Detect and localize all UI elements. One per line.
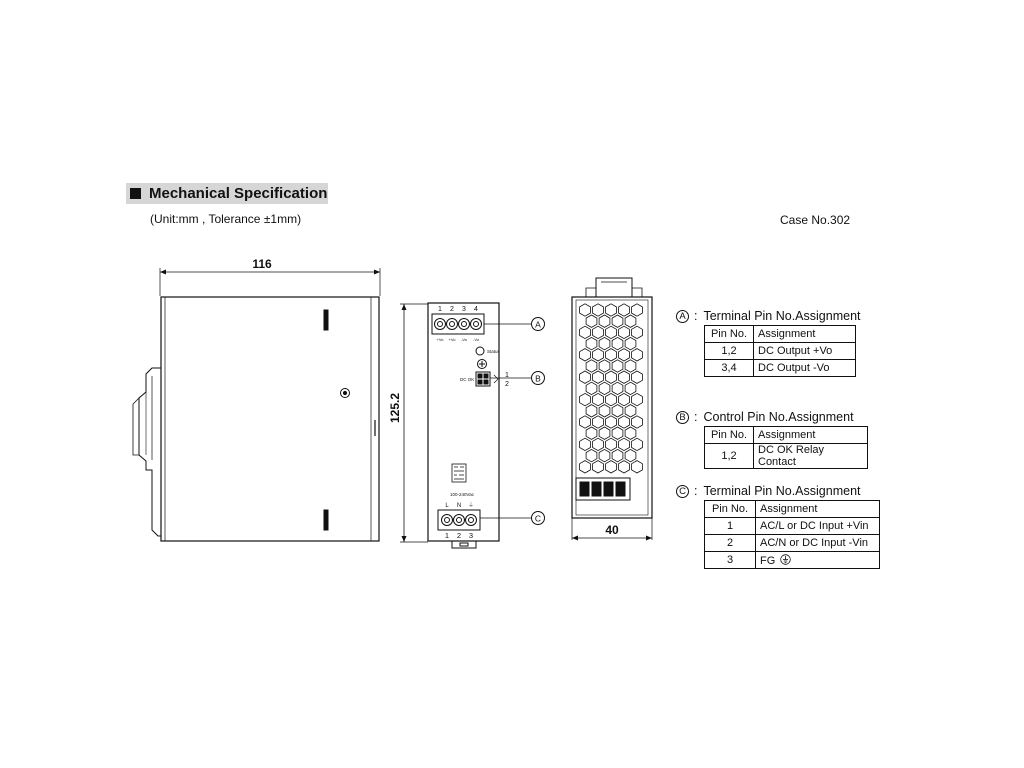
- vent-hole: [580, 371, 591, 383]
- side-view: [133, 257, 380, 541]
- vent-hole: [606, 349, 617, 361]
- depth-dimension: 40: [605, 523, 619, 537]
- table-a-title-row: A : Terminal Pin No.Assignment: [676, 309, 861, 323]
- table-row: [705, 518, 880, 535]
- top-pin-label: 3: [462, 306, 466, 313]
- vent-hole: [580, 326, 591, 338]
- pin-table-a: [704, 325, 856, 377]
- table-row: [705, 360, 856, 377]
- marker-c: C: [676, 485, 689, 498]
- pin-table-b: [704, 426, 868, 469]
- vent-hole: [619, 438, 630, 450]
- vent-hole: [612, 382, 623, 394]
- top-pin-label: 1: [438, 306, 442, 313]
- callout-b: B: [535, 373, 541, 384]
- vent-hole: [612, 315, 623, 327]
- vent-hole: [593, 393, 604, 405]
- vent-hole: [612, 405, 623, 417]
- top-pin-label: 4: [474, 306, 478, 313]
- bottom-mark-label: ⏚: [467, 503, 475, 509]
- table-c-title: Terminal Pin No.Assignment: [703, 484, 861, 498]
- vent-hole: [586, 427, 597, 439]
- vent-hole: [580, 461, 591, 473]
- top-pin-label: 2: [450, 306, 454, 313]
- table-row: [705, 343, 856, 360]
- vent-hole: [580, 393, 591, 405]
- vent-hole: [593, 326, 604, 338]
- vent-hole: [580, 416, 591, 428]
- vent-hole: [586, 382, 597, 394]
- assignment-cell: AC/N or DC Input -Vin: [756, 535, 880, 552]
- bottom-pin-label: 3: [468, 531, 474, 540]
- height-dimension: 125.2: [388, 392, 402, 424]
- vent-hole: [632, 304, 643, 316]
- vent-hole: [593, 461, 604, 473]
- front-view: [388, 303, 545, 548]
- vent-hole: [580, 349, 591, 361]
- header-pin-no: Pin No.: [705, 501, 756, 518]
- vent-hole: [586, 449, 597, 461]
- vent-hole: [580, 304, 591, 316]
- vent-hole: [599, 405, 610, 417]
- vent-hole: [625, 315, 636, 327]
- vent-hole: [586, 360, 597, 372]
- vent-hole: [625, 382, 636, 394]
- vent-hole: [632, 349, 643, 361]
- vent-hole: [593, 304, 604, 316]
- callout-a: A: [535, 319, 541, 330]
- vent-hole: [599, 360, 610, 372]
- assignment-cell: DC Output -Vo: [754, 360, 856, 377]
- vent-hole: [632, 416, 643, 428]
- polarity-label: +Vo: [448, 337, 456, 342]
- callout-c: C: [534, 513, 542, 524]
- vent-hole: [593, 349, 604, 361]
- table-b-block: [676, 410, 868, 469]
- vent-hole: [612, 337, 623, 349]
- input-range-label: 100-240Vac: [450, 492, 474, 497]
- header-pin-no: Pin No.: [705, 427, 754, 444]
- vent-hole: [625, 360, 636, 372]
- vent-hole: [606, 393, 617, 405]
- table-row: [705, 535, 880, 552]
- table-c-block: [676, 484, 880, 569]
- table-b-title-row: B : Control Pin No.Assignment: [676, 410, 868, 424]
- vent-hole: [599, 315, 610, 327]
- vent-hole: [619, 461, 630, 473]
- table-row: [705, 552, 880, 569]
- vent-hole: [625, 337, 636, 349]
- fg-label: FG: [760, 554, 776, 567]
- relay-pin-label: 2: [505, 381, 509, 388]
- vent-hole: [632, 438, 643, 450]
- marker-b: B: [676, 411, 689, 424]
- page-title: Mechanical Specification: [149, 185, 328, 202]
- vent-hole: [580, 438, 591, 450]
- pin-no-cell: 2: [705, 535, 756, 552]
- vent-hole: [586, 405, 597, 417]
- assignment-cell: DC Output +Vo: [754, 343, 856, 360]
- header-assignment: Assignment: [756, 501, 880, 518]
- top-view: [572, 278, 652, 541]
- vent-hole: [606, 438, 617, 450]
- bottom-mark-label: N: [456, 503, 462, 509]
- vent-hole: [619, 326, 630, 338]
- vent-hole: [586, 337, 597, 349]
- width-dimension: 116: [252, 257, 272, 271]
- vent-hole: [619, 349, 630, 361]
- pin-table-c: [704, 500, 880, 569]
- relay-pin-label: 1: [505, 372, 509, 379]
- pin-no-cell: 1,2: [705, 343, 754, 360]
- pin-no-cell: 1,2: [705, 444, 754, 469]
- case-number: Case No.302: [780, 213, 851, 227]
- bottom-pin-label: 2: [456, 531, 462, 540]
- header-pin-no: Pin No.: [705, 326, 754, 343]
- vent-hole: [619, 393, 630, 405]
- assignment-cell: DC OK Relay Contact: [754, 444, 868, 469]
- table-row: [705, 444, 868, 469]
- polarity-label: -Vo: [460, 337, 468, 342]
- polarity-label: +Vo: [436, 337, 444, 342]
- unit-note: (Unit:mm , Tolerance ±1mm): [150, 212, 302, 226]
- dc-ok-label: DC OK: [460, 377, 475, 382]
- vent-hole: [632, 326, 643, 338]
- pin-no-cell: 3: [705, 552, 756, 569]
- vent-hole: [625, 405, 636, 417]
- vent-hole: [606, 326, 617, 338]
- vent-hole: [619, 371, 630, 383]
- vent-hole: [606, 371, 617, 383]
- ground-symbol-icon: [780, 554, 791, 565]
- status-label: Status: [487, 349, 500, 354]
- assignment-cell: AC/L or DC Input +Vin: [756, 518, 880, 535]
- vent-hole: [612, 360, 623, 372]
- vent-hole: [599, 449, 610, 461]
- vent-hole: [619, 416, 630, 428]
- bottom-pin-label: 1: [444, 531, 450, 540]
- polarity-label: -Vo: [472, 337, 480, 342]
- vent-hole: [606, 304, 617, 316]
- vent-hole: [593, 438, 604, 450]
- vent-hole: [599, 382, 610, 394]
- vent-hole: [632, 461, 643, 473]
- vent-hole: [619, 304, 630, 316]
- table-a-title: Terminal Pin No.Assignment: [703, 309, 861, 323]
- pin-no-cell: 1: [705, 518, 756, 535]
- vent-hole: [586, 315, 597, 327]
- pin-no-cell: 3,4: [705, 360, 754, 377]
- vent-hole: [599, 427, 610, 439]
- bottom-mark-label: L: [445, 503, 449, 509]
- header-assignment: Assignment: [754, 427, 868, 444]
- vent-hole: [599, 337, 610, 349]
- vent-hole: [625, 427, 636, 439]
- table-c-title-row: C : Terminal Pin No.Assignment: [676, 484, 880, 498]
- vent-honeycomb: [580, 304, 643, 473]
- table-a-block: [676, 309, 861, 377]
- vent-hole: [612, 449, 623, 461]
- vent-hole: [612, 427, 623, 439]
- vent-hole: [632, 393, 643, 405]
- vent-hole: [593, 371, 604, 383]
- vent-hole: [606, 461, 617, 473]
- vent-hole: [632, 371, 643, 383]
- vent-hole: [593, 416, 604, 428]
- table-b-title: Control Pin No.Assignment: [703, 410, 854, 424]
- assignment-cell: [756, 552, 880, 569]
- vent-hole: [606, 416, 617, 428]
- header-assignment: Assignment: [754, 326, 856, 343]
- marker-a: A: [676, 310, 689, 323]
- vent-hole: [625, 449, 636, 461]
